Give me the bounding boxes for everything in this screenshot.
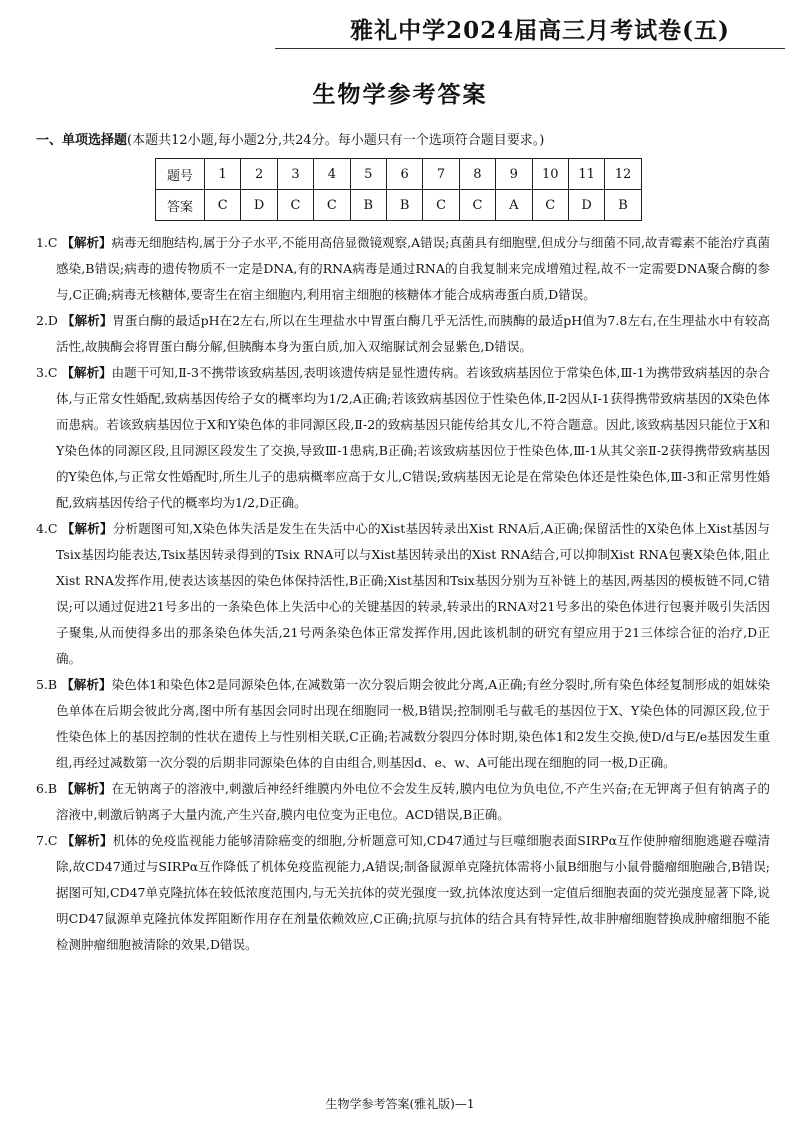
explanation-item-1 [36,230,770,308]
answer-row [156,190,642,221]
item-number: 5.B [36,677,58,692]
question-number-row [156,159,642,190]
question-number: 3 [277,159,313,190]
section-label: 一、单项选择题 [36,133,128,148]
answer-cell: B [605,190,641,221]
explanation-text: 由题干可知,Ⅱ-3不携带该致病基因,表明该遗传病是显性遗传病。若该致病基因位于常染色体,Ⅲ-1为携带致病基因的杂合体,与正常女性婚配,致病基因传给子女的概率均为1/2,A正确;若该致病基因位于性染色体,Ⅱ-2因从Ⅰ-1获得携带致病基因的X染色体而患病。若该致病基因位于X和Y染色体的非同源区段,Ⅱ-2的致病基因只能传给其女儿,不符合题意。因此,该致病基因只能位于X和Y染色体的同源区段,且同源区段发生了交换,导致Ⅲ-1患病,B正确;若该致病基因位于性染色体,Ⅲ-1从其父亲Ⅱ-2获得携带致病基因的Y染色体,与正常女性婚配时,所生儿子的患病概率应高于女儿,C错误;致病基因无论是在常染色体还是性染色体,Ⅲ-3和正常男性婚配,致病基因传给子代的概率均为1/2,D正确。 [56,365,770,510]
answer-cell: B [350,190,386,221]
answer-cell: C [314,190,350,221]
item-number: 1.C [36,235,58,250]
explanation-item-3 [36,360,770,516]
answer-table [155,158,642,221]
analysis-tag: 【解析】 [62,313,113,328]
explanation-item-5 [36,672,770,776]
item-number: 3.C [36,365,58,380]
question-number: 9 [496,159,532,190]
row-header-number: 题号 [156,159,205,190]
analysis-tag: 【解析】 [61,833,113,848]
analysis-tag: 【解析】 [61,235,112,250]
question-number: 10 [532,159,568,190]
analysis-tag: 【解析】 [61,365,112,380]
item-number: 6.B [36,781,58,796]
answer-cell: B [386,190,422,221]
question-number: 1 [205,159,241,190]
answer-cell: A [496,190,532,221]
question-number: 6 [386,159,422,190]
answer-cell: C [277,190,313,221]
question-number: 7 [423,159,459,190]
section-instruction: (本题共12小题,每小题2分,共24分。每小题只有一个选项符合题目要求。) [127,133,545,148]
document-title: 生物学参考答案 [312,82,488,108]
explanation-text: 病毒无细胞结构,属于分子水平,不能用高倍显微镜观察,A错误;真菌具有细胞壁,但成分与细菌不同,故青霉素不能治疗真菌感染,B错误;病毒的遗传物质不一定是DNA,有的RNA病毒是通过RNA的自我复制来完成增殖过程,故不一定需要DNA聚合酶的参与,C正确;病毒无核糖体,要寄生在宿主细胞内,利用宿主细胞的核糖体才能合成病毒蛋白质,D错误。 [56,235,770,302]
answer-cell: C [205,190,241,221]
answer-cell: D [241,190,277,221]
analysis-tag: 【解析】 [61,781,112,796]
row-header-answer: 答案 [156,190,205,221]
explanation-list [36,230,770,958]
page-footer: 生物学参考答案(雅礼版)—1 [325,1097,475,1111]
exam-header-title: 雅礼中学2024届高三月考试卷(五) [350,17,730,44]
item-number: 2.D [36,313,58,328]
explanation-item-2 [36,308,770,360]
answer-cell: C [459,190,495,221]
header-divider [275,48,785,49]
answer-cell: C [423,190,459,221]
answer-cell: C [532,190,568,221]
item-number: 7.C [36,833,58,848]
analysis-tag: 【解析】 [61,521,113,536]
explanation-item-6 [36,776,770,828]
item-number: 4.C [36,521,58,536]
question-number: 8 [459,159,495,190]
explanation-item-4 [36,516,770,672]
question-number: 11 [568,159,604,190]
explanation-text: 分析题图可知,X染色体失活是发生在失活中心的Xist基因转录出Xist RNA后,A正确;保留活性的X染色体上Xist基因与Tsix基因均能表达,Tsix基因转录得到的Tsix RNA可以与Xist基因转录出的Xist RNA结合,可以抑制Xist RNA包裹X染色体,阻止Xist RNA发挥作用,使表达该基因的染色体保持活性,B正确;Xist基因和Tsix基因分别为互补链上的基因,两基因的模板链不同,C错误;可以通过促进21号多出的一条染色体上失活中心的关键基因的转录,转录出的RNA对21号多出的染色体进行包裹并吸引失活因子聚集,从而使得多出的那条染色体失活,21号两条染色体正常发挥作用,因此该机制的研究有望应用于21三体综合征的治疗,D正确。 [56,521,770,666]
explanation-text: 机体的免疫监视能力能够清除癌变的细胞,分析题意可知,CD47通过与巨噬细胞表面SIRPα互作使肿瘤细胞逃避吞噬清除,故CD47通过与SIRPα互作降低了机体免疫监视能力,A错误;制备鼠源单克隆抗体需将小鼠B细胞与小鼠骨髓瘤细胞融合,B错误;据图可知,CD47单克隆抗体在较低浓度范围内,与无关抗体的荧光强度一致,抗体浓度达到一定值后细胞表面的荧光强度显著下降,说明CD47鼠源单克隆抗体发挥阻断作用存在剂量依赖效应,C正确;抗原与抗体的结合具有特异性,故非肿瘤细胞替换成肿瘤细胞不能检测肿瘤细胞被清除的效果,D错误。 [56,833,770,952]
explanation-text: 胃蛋白酶的最适pH在2左右,所以在生理盐水中胃蛋白酶几乎无活性,而胰酶的最适pH值为7.8左右,在生理盐水中有较高活性,故胰酶会将胃蛋白酶分解,但胰酶本身为蛋白质,加入双缩脲试剂会显紫色,D错误。 [56,313,770,354]
answer-cell: D [568,190,604,221]
explanation-text: 染色体1和染色体2是同源染色体,在减数第一次分裂后期会彼此分离,A正确;有丝分裂时,所有染色体经复制形成的姐妹染色单体在后期会彼此分离,图中所有基因会同时出现在细胞同一极,B错误;控制刚毛与截毛的基因位于X、Y染色体的同源区段,位于性染色体上的基因控制的性状在遗传上与性别相关联,C正确;若减数分裂四分体时期,染色体1和2发生交换,使D/d与E/e基因发生重组,再经过减数第一次分裂的后期非同源染色体的自由组合,则基因d、e、w、A可能出现在细胞的同一极,D正确。 [56,677,770,770]
question-number: 5 [350,159,386,190]
question-number: 4 [314,159,350,190]
analysis-tag: 【解析】 [61,677,112,692]
question-number: 12 [605,159,641,190]
explanation-text: 在无钠离子的溶液中,刺激后神经纤维膜内外电位不会发生反转,膜内电位为负电位,不产生兴奋;在无钾离子但有钠离子的溶液中,刺激后钠离子大量内流,产生兴奋,膜内电位变为正电位。ACD错误,B正确。 [56,781,770,822]
section-heading [36,132,776,150]
explanation-item-7 [36,828,770,958]
question-number: 2 [241,159,277,190]
